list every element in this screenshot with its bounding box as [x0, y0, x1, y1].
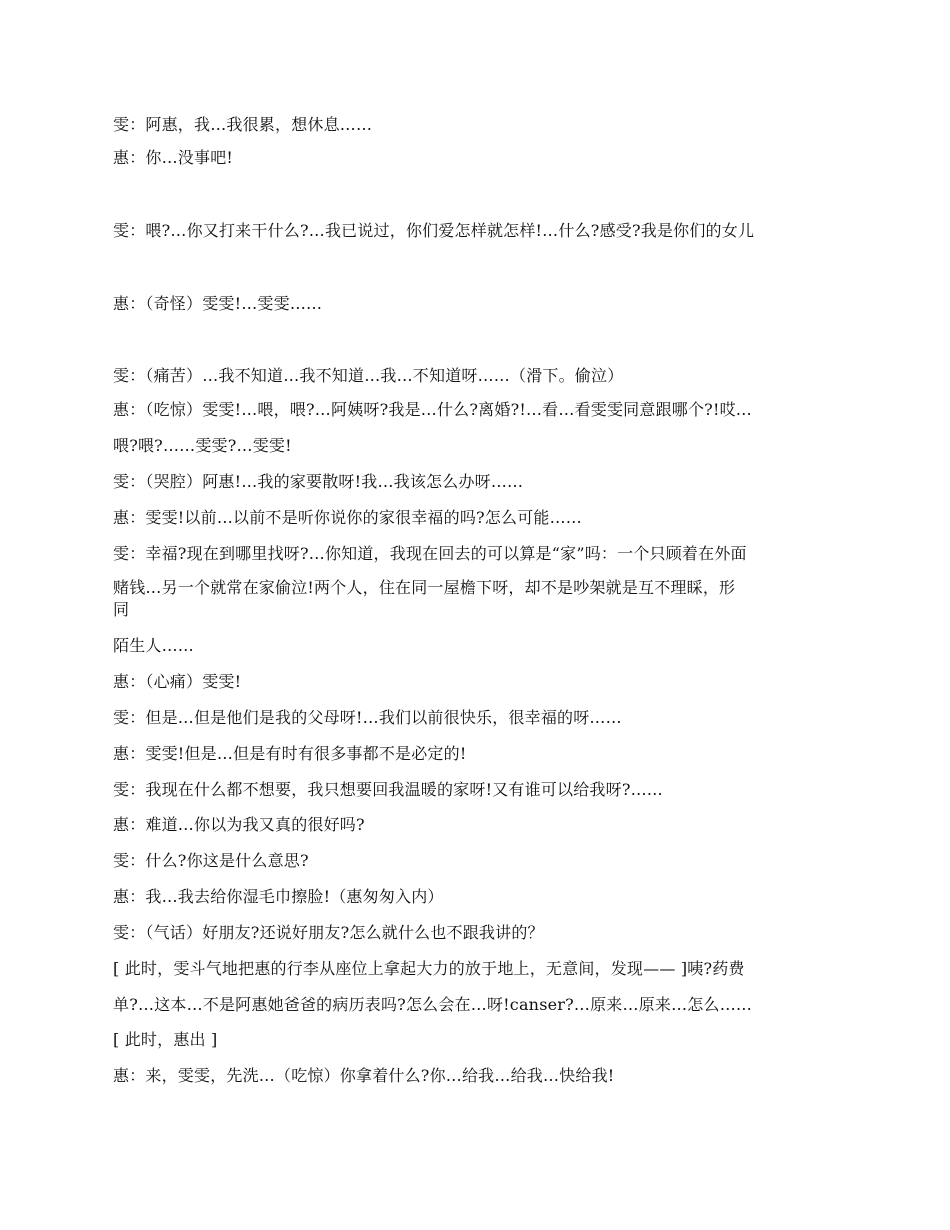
dialogue-line: 喂?喂?……雯雯?…雯雯! [113, 436, 292, 455]
stage-direction-line: 单?…这本…不是阿惠她爸爸的病历表吗?怎么会在…呀!canser?…原来…原来…怎么…… [113, 995, 753, 1014]
dialogue-line: 惠：（奇怪）雯雯!…雯雯…… [113, 294, 323, 313]
dialogue-line: 雯：阿惠，我…我很累，想休息…… [113, 115, 373, 134]
dialogue-line: 惠：雯雯!但是…但是有时有很多事都不是必定的! [113, 744, 467, 763]
dialogue-line: 雯：（哭腔）阿惠!…我的家要散呀!我…我该怎么办呀…… [113, 472, 524, 491]
dialogue-line: 雯：什么?你这是什么意思? [113, 851, 309, 870]
dialogue-line: 同 [113, 600, 130, 619]
dialogue-line: 雯：但是…但是他们是我的父母呀!…我们以前很快乐，很幸福的呀…… [113, 708, 622, 727]
dialogue-line: 惠：你…没事吧! [113, 148, 234, 167]
stage-direction-line: [ 此时，惠出 ] [113, 1030, 218, 1049]
dialogue-line: 惠：我…我去给你湿毛巾擦脸!（惠匆匆入内） [113, 887, 444, 906]
dialogue-line: 赌钱…另一个就常在家偷泣!两个人，住在同一屋檐下呀，却不是吵架就是互不理睬，形 [113, 578, 736, 597]
dialogue-line: 雯：喂?…你又打来干什么?…我已说过，你们爱怎样就怎样!…什么?感受?我是你们的女儿 [113, 221, 755, 240]
dialogue-line: 雯：（痛苦）…我不知道…我不知道…我…不知道呀……（滑下。偷泣） [113, 366, 624, 385]
dialogue-line: 惠：来，雯雯，先洗…（吃惊）你拿着什么?你…给我…给我…快给我! [113, 1066, 615, 1085]
dialogue-line: 惠：难道…你以为我又真的很好吗? [113, 815, 365, 834]
dialogue-line: 惠：雯雯!以前…以前不是听你说你的家很幸福的吗?怎么可能…… [113, 508, 583, 527]
dialogue-line: 雯：幸福?现在到哪里找呀?…你知道，我现在回去的可以算是“家”吗：一个只顾着在外面 [113, 544, 747, 563]
dialogue-line: 雯：我现在什么都不想要，我只想要回我温暖的家呀!又有谁可以给我呀?…… [113, 780, 664, 799]
dialogue-line: 陌生人…… [113, 636, 195, 655]
dialogue-line: 惠：（心痛）雯雯! [113, 672, 242, 691]
stage-direction-line: [ 此时，雯斗气地把惠的行李从座位上拿起大力的放于地上，无意间，发现—— ]咦?药费 [113, 959, 745, 978]
dialogue-line: 雯：（气话）好朋友?还说好朋友?怎么就什么也不跟我讲的？ [113, 923, 544, 942]
dialogue-line: 惠：（吃惊）雯雯!…喂，喂?…阿姨呀?我是…什么?离婚?!…看…看雯雯同意跟哪个?!哎… [113, 400, 752, 419]
